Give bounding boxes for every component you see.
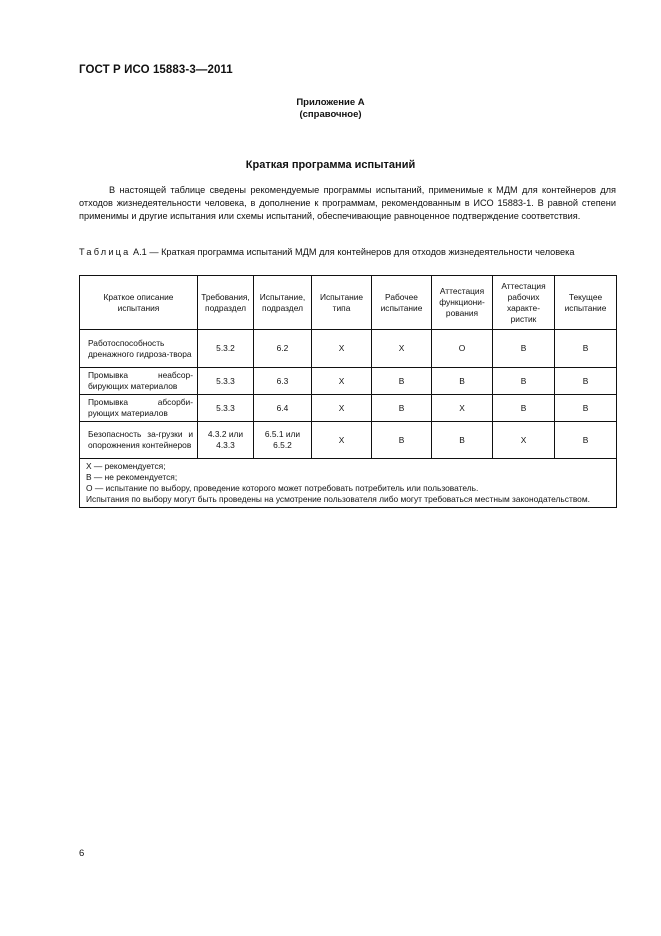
header-works-test: Рабочее испытание xyxy=(372,276,432,330)
table-cell: B xyxy=(555,330,617,368)
row-description: Промывка абсорби-рующих материалов xyxy=(80,395,198,422)
table-cell: B xyxy=(372,422,432,459)
header-description: Краткое описание испытания xyxy=(80,276,198,330)
header-performance-qualification: Аттестация рабочих характе-ристик xyxy=(493,276,555,330)
table-cell: X xyxy=(312,330,372,368)
table-cell: 6.5.1 или 6.5.2 xyxy=(254,422,312,459)
table-cell: 6.2 xyxy=(254,330,312,368)
header-test-clause: Испытание, подраздел xyxy=(254,276,312,330)
table-cell: X xyxy=(432,395,493,422)
table-cell: 5.3.2 xyxy=(198,330,254,368)
table-row xyxy=(80,395,617,422)
annex-heading xyxy=(0,97,661,121)
table-cell: 6.4 xyxy=(254,395,312,422)
note-line: Х — рекомендуется; xyxy=(86,461,166,471)
table-cell: 4.3.2 или 4.3.3 xyxy=(198,422,254,459)
table-row xyxy=(80,422,617,459)
table-cell: B xyxy=(555,395,617,422)
table-header-row xyxy=(80,276,617,330)
note-line: О — испытание по выбору, проведение которого может потребовать потребитель или пользователь. xyxy=(86,483,479,493)
table-caption-text: А.1 — Краткая программа испытаний МДМ для контейнеров для отходов жизнедеятельности человека xyxy=(133,247,575,257)
table-cell: X xyxy=(312,422,372,459)
table-cell: B xyxy=(555,368,617,395)
table-cell: B xyxy=(372,368,432,395)
table-cell: X xyxy=(372,330,432,368)
table-cell: B xyxy=(372,395,432,422)
table-cell: 5.3.3 xyxy=(198,368,254,395)
annex-title: Приложение А xyxy=(296,97,365,108)
table-cell: B xyxy=(493,395,555,422)
annex-type: (справочное) xyxy=(299,109,362,120)
row-description: Промывка неабсор-бирующих материалов xyxy=(80,368,198,395)
table-cell: B xyxy=(493,330,555,368)
header-routine-test: Текущее испытание xyxy=(555,276,617,330)
header-type-test: Испытание типа xyxy=(312,276,372,330)
note-line: В — не рекомендуется; xyxy=(86,472,178,482)
table-cell: O xyxy=(432,330,493,368)
document-header: ГОСТ Р ИСО 15883-3—2011 xyxy=(79,64,233,76)
table-row xyxy=(80,330,617,368)
table-cell: B xyxy=(432,368,493,395)
row-description: Работоспособность дренажного гидроза-твора xyxy=(80,330,198,368)
test-program-table xyxy=(79,275,617,508)
note-line: Испытания по выбору могут быть проведены на усмотрение пользователя либо могут требоваться местным законодательством. xyxy=(86,494,590,504)
header-requirements: Требования, подраздел xyxy=(198,276,254,330)
section-title: Краткая программа испытаний xyxy=(245,159,416,171)
table-cell: B xyxy=(493,368,555,395)
table-caption-prefix: Таблица xyxy=(79,247,131,257)
intro-text: В настоящей таблице сведены рекомендуемые программы испытаний, применимые к МДМ для контейнеров для отходов жизнедеятельности человека, в дополнение к программам, рекомендованным в ИСО 15883-1. В равной степени применимы и другие испытания или схемы испытаний, обеспечивающие равноценное подтверждение соответствия. xyxy=(79,185,616,221)
table-cell: X xyxy=(312,368,372,395)
page-number: 6 xyxy=(79,848,85,859)
row-description: Безопасность за-грузки и опорожнения контейнеров xyxy=(80,422,198,459)
table-row xyxy=(80,368,617,395)
table-cell: 6.3 xyxy=(254,368,312,395)
table-notes-row xyxy=(80,459,617,508)
table-caption xyxy=(79,246,616,258)
table-cell: B xyxy=(432,422,493,459)
intro-paragraph xyxy=(79,184,616,223)
header-operational-qualification: Аттестация функциони-рования xyxy=(432,276,493,330)
table-notes xyxy=(80,459,617,508)
table-cell: X xyxy=(312,395,372,422)
table-cell: B xyxy=(555,422,617,459)
table-cell: 5.3.3 xyxy=(198,395,254,422)
table-cell: X xyxy=(493,422,555,459)
